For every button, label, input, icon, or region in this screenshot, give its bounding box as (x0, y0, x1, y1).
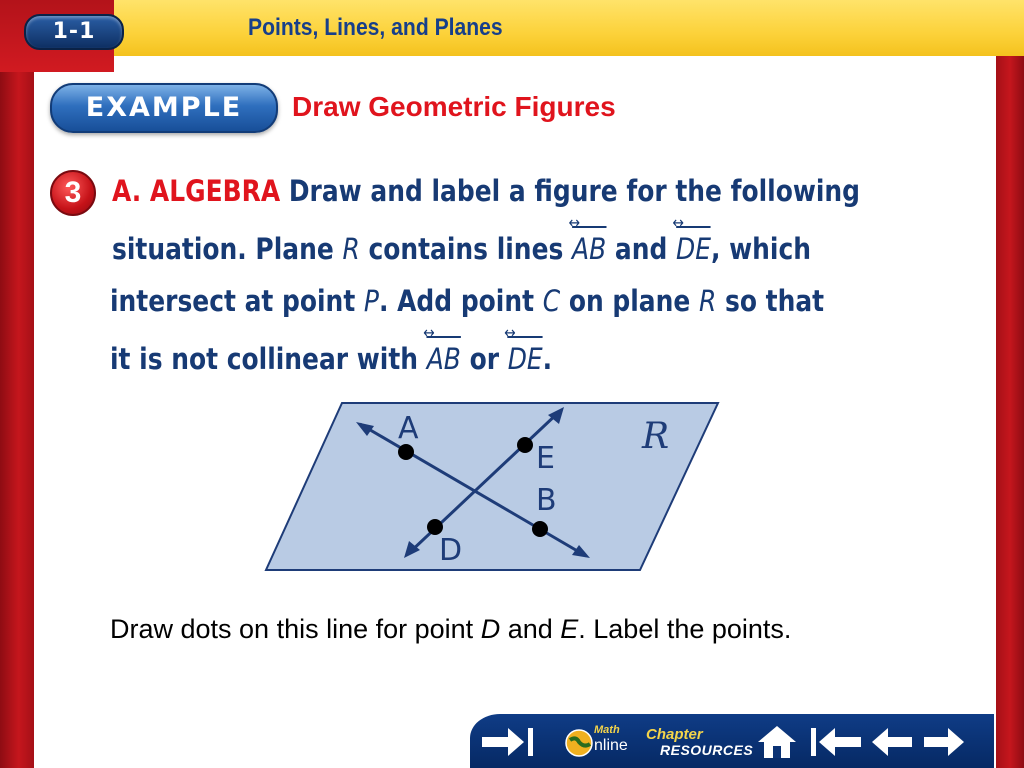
point-P: P (363, 284, 379, 318)
caption-text: . Label the points. (578, 614, 792, 644)
caption-text: and (500, 614, 561, 644)
online-label: nline (594, 737, 628, 754)
caption-point-D: D (480, 614, 501, 644)
lesson-badge: 1-1 (24, 14, 124, 50)
chapter-resources-button[interactable] (646, 726, 754, 762)
problem-text: and (606, 232, 676, 266)
header-bar (114, 0, 1024, 56)
problem-text: so that (716, 284, 825, 318)
math-label: Math (594, 724, 620, 736)
home-icon (756, 724, 798, 760)
arrow-right-icon (922, 725, 966, 759)
left-frame (0, 0, 34, 768)
home-button[interactable] (754, 722, 800, 762)
math-online-button[interactable] (560, 722, 632, 762)
arrow-right-bar-icon (480, 725, 536, 759)
example-number: 3 (50, 170, 96, 216)
point-B-dot (532, 521, 548, 537)
problem-line-1 (112, 174, 860, 208)
point-D-label: D (439, 533, 463, 568)
line-AB-label: AB (426, 342, 461, 376)
point-E-dot (517, 437, 533, 453)
problem-text: on plane (560, 284, 699, 318)
point-A-label: A (398, 411, 419, 446)
end-show-button[interactable] (478, 722, 538, 762)
line-AB (572, 232, 606, 266)
line-AB (427, 342, 461, 376)
algebra-label: A. ALGEBRA (112, 174, 281, 208)
frame-corner (0, 0, 114, 72)
point-B-label: B (536, 483, 557, 518)
problem-text: situation. Plane (112, 232, 343, 266)
next-slide-button[interactable] (920, 722, 968, 762)
problem-text: Draw and label a figure for the following (280, 174, 861, 208)
problem-text: or (460, 342, 508, 376)
line-DE-label: DE (507, 342, 543, 376)
point-C: C (542, 284, 561, 318)
problem-text: . Add point (378, 284, 543, 318)
right-frame (996, 0, 1024, 768)
first-slide-button[interactable] (808, 722, 864, 762)
line-AB-label: AB (572, 232, 607, 266)
example-pill: EXAMPLE (50, 83, 278, 133)
resources-label: RESOURCES (660, 742, 754, 758)
problem-text: , which (710, 232, 812, 266)
problem-text: . (542, 342, 553, 376)
line-DE (508, 342, 543, 376)
globe-icon (564, 728, 594, 758)
point-E-label: E (536, 441, 555, 476)
point-A-dot (398, 444, 414, 460)
caption (110, 614, 791, 645)
chapter-label: Chapter (646, 726, 703, 743)
caption-point-E: E (560, 614, 579, 644)
problem-text: contains lines (359, 232, 573, 266)
previous-slide-button[interactable] (868, 722, 916, 762)
line-DE (676, 232, 711, 266)
problem-text: it is not collinear with (110, 342, 427, 376)
arrow-left-icon (870, 725, 914, 759)
problem-line-4 (110, 342, 552, 376)
plane-R-label: R (642, 416, 670, 457)
problem-line-2 (112, 232, 811, 266)
caption-text: Draw dots on this line for point (110, 614, 481, 644)
problem-text: intersect at point (110, 284, 364, 318)
plane-R: R (698, 284, 717, 318)
lesson-title: Points, Lines, and Planes (248, 14, 503, 41)
arrow-left-bar-icon (809, 725, 863, 759)
plane-figure (260, 398, 730, 576)
example-title: Draw Geometric Figures (292, 91, 616, 122)
problem-line-3 (110, 284, 824, 318)
line-DE-label: DE (675, 232, 711, 266)
plane-R: R (342, 232, 360, 266)
